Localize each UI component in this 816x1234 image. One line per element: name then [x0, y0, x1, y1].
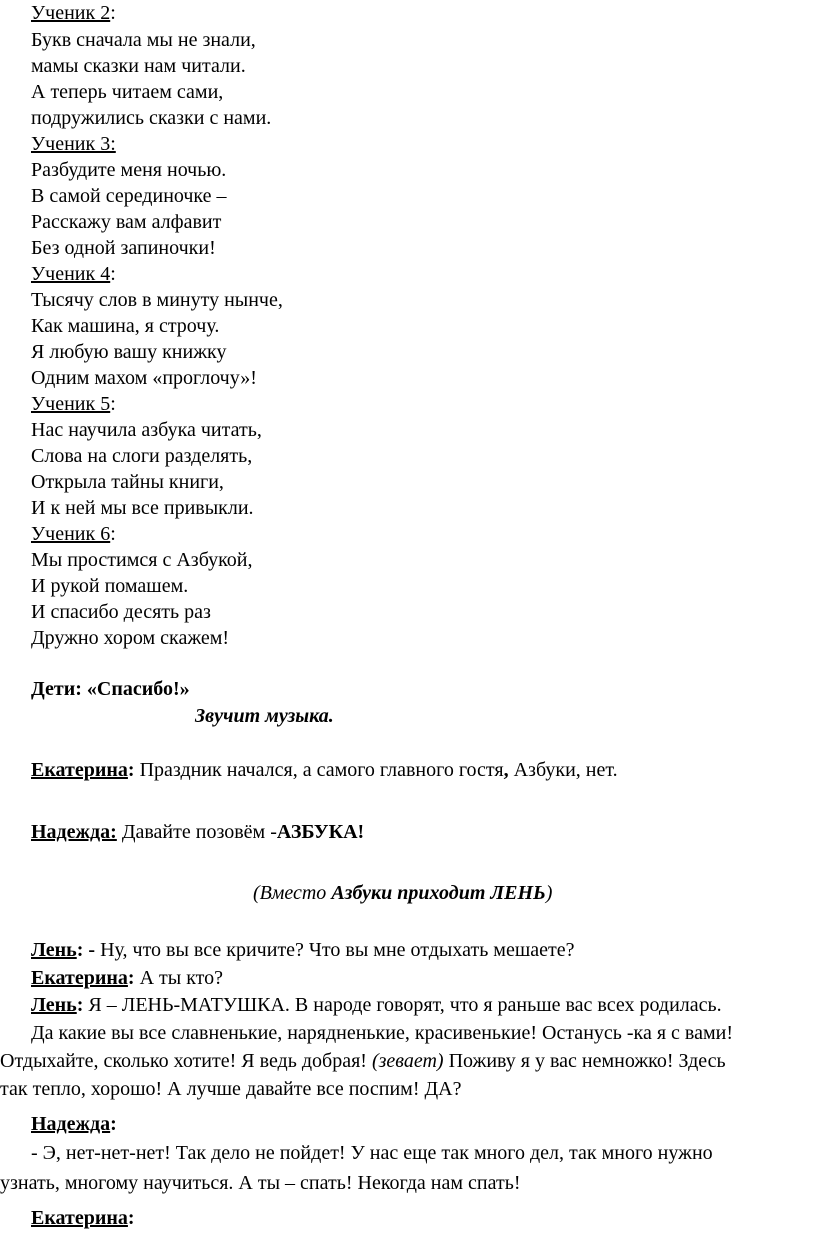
verse-line: Букв сначала мы не знали, — [31, 29, 256, 51]
verse-line: Я любую вашу книжку — [31, 341, 227, 363]
ekaterina-line-1: Екатерина: Праздник начался, а самого главного гостя, Азбуки, нет. — [31, 759, 618, 781]
verse-line: Мы простимся с Азбукой, — [31, 549, 253, 571]
verse-line: И рукой помашем. — [31, 575, 189, 597]
verse-line: Тысячу слов в минуту нынче, — [31, 289, 283, 311]
ekaterina-line-2: Екатерина: А ты кто? — [31, 967, 224, 989]
verse-line: подружились сказки с нами. — [31, 107, 272, 129]
len-paragraph-line: Отдыхайте, сколько хотите! Я ведь добрая! (зевает) Поживу я у вас немножко! Здесь — [0, 1050, 726, 1072]
ekaterina-speaker-3: Екатерина: — [31, 1207, 135, 1229]
verse-line: Открыла тайны книги, — [31, 471, 224, 493]
verse-line: И к ней мы все привыкли. — [31, 497, 254, 519]
children-line: Дети: «Спасибо!» — [31, 678, 190, 700]
verse-line: Слова на слоги разделять, — [31, 445, 253, 467]
verse-line: Расскажу вам алфавит — [31, 211, 222, 233]
stage-direction: (Вместо Азбуки приходит ЛЕНЬ) — [253, 882, 553, 904]
verse-line: мамы сказки нам читали. — [31, 55, 246, 77]
verse-line: Дружно хором скажем! — [31, 627, 230, 649]
nadezhda-line-1: Надежда: Давайте позовём -АЗБУКА! — [31, 821, 365, 843]
verse-speaker-2: Ученик 2: — [31, 2, 116, 24]
verse-line: И спасибо десять раз — [31, 601, 211, 623]
verse-line: Как машина, я строчу. — [31, 315, 220, 337]
music-direction: Звучит музыка. — [195, 705, 334, 727]
len-paragraph-line: Да какие вы все славненькие, нарядненькие, красивенькие! Останусь -ка я с вами! — [31, 1022, 733, 1044]
nadezhda-paragraph-line: - Э, нет-нет-нет! Так дело не пойдет! У нас еще так много дел, так много нужно — [31, 1142, 713, 1164]
nadezhda-paragraph-line: узнать, многому научиться. А ты – спать! Некогда нам спать! — [0, 1172, 521, 1194]
verse-line: Одним махом «проглочу»! — [31, 367, 257, 389]
len-paragraph-line: так тепло, хорошо! А лучше давайте все поспим! ДА? — [0, 1078, 462, 1100]
len-line-1: Лень: - Ну, что вы все кричите? Что вы мне отдыхать мешаете? — [31, 939, 575, 961]
verse-line: Нас научила азбука читать, — [31, 419, 262, 441]
verse-line: А теперь читаем сами, — [31, 81, 224, 103]
verse-line: В самой серединочке – — [31, 185, 227, 207]
verse-speaker-4: Ученик 4: — [31, 263, 116, 285]
len-line-2: Лень: Я – ЛЕНЬ-МАТУШКА. В народе говорят, что я раньше вас всех родилась. — [31, 994, 722, 1016]
verse-speaker-3: Ученик 3: — [31, 133, 116, 155]
verse-speaker-5: Ученик 5: — [31, 393, 116, 415]
verse-speaker-6: Ученик 6: — [31, 523, 116, 545]
verse-line: Без одной запиночки! — [31, 237, 216, 259]
nadezhda-speaker-2: Надежда: — [31, 1113, 117, 1135]
verse-line: Разбудите меня ночью. — [31, 159, 227, 181]
